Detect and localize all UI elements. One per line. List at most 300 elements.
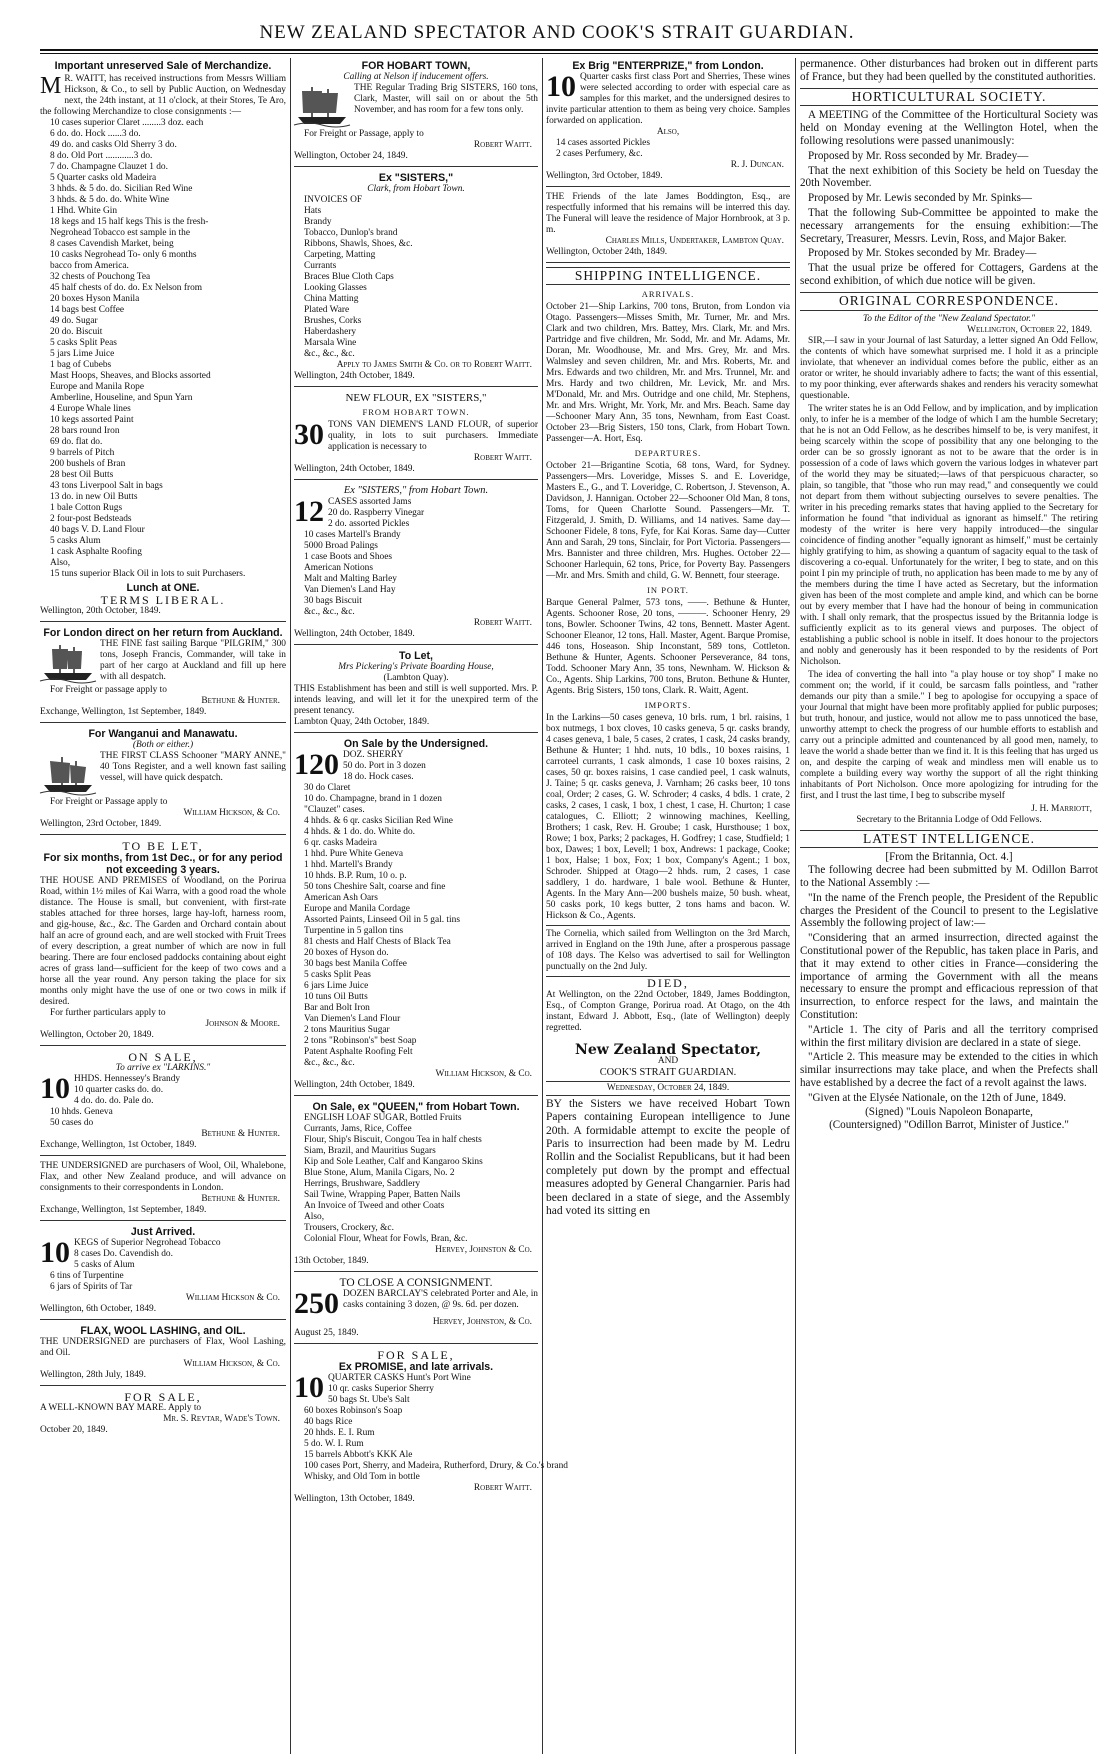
- letter-to: To the Editor of the "New Zealand Spectator.": [862, 313, 1036, 324]
- list-item: Trousers, Crockery, &c.: [304, 1223, 394, 1234]
- paragraph: Proposed by Mr. Ross seconded by Mr. Bradey—: [808, 149, 1029, 162]
- big-number: 12: [294, 495, 324, 529]
- list-item: Tobacco, Dunlop's brand: [304, 228, 398, 238]
- big-number: 250: [294, 1287, 339, 1321]
- list-item: 50 do. Port in 3 dozen: [343, 761, 426, 772]
- list-item: Braces Blue Cloth Caps: [304, 272, 394, 282]
- ship-icon: [40, 641, 96, 683]
- list-item: 7 do. Champagne Clauzet 1 do.: [50, 162, 168, 172]
- ad-body: THE Friends of the late James Boddington, Esq., are respectfully informed that his remains will be interred this day. The Funeral will leave the residence of Major Hornbrook, at 3 p. m.: [546, 192, 790, 235]
- list-item: Van Diemen's Land Flour: [304, 1014, 401, 1025]
- list-item: Patent Asphalte Roofing Felt: [304, 1047, 413, 1058]
- ad-date: Wellington, October 20, 1849.: [40, 1030, 154, 1041]
- list-item: 20 do. Raspberry Vinegar: [328, 508, 425, 519]
- ad-to-let: [40, 838, 286, 1046]
- list-item: 2 do. assorted Pickles: [328, 519, 410, 530]
- list-item: 30 do Claret: [304, 783, 351, 794]
- ad-agent: Mr. S. Revtar, Wade's Town.: [163, 1414, 280, 1425]
- ad-hobart-town: [294, 58, 538, 167]
- continued-text: permanence. Other disturbances had broken out in different parts of France, but they had been quelled by the constituted authorities.: [800, 58, 1098, 83]
- ad-date: Lambton Quay, 24th October, 1849.: [294, 717, 430, 728]
- latest-text: [800, 864, 1098, 1104]
- list-item: 1 case Boots and Shoes: [304, 552, 393, 563]
- ad-heading: For London direct on her return from Auckland.: [43, 627, 283, 640]
- paragraph: The writer states he is an Odd Fellow, and by implication, and by implication only, to infer he is a member of the lodge of which I am the humble Secretary; that he is not an Odd Fellow, as he describes himself to be, is very manifest, it being scarcely within the scope of possibility that any one belonging to the order can be so grossly ignorant as not to be aware that the order is in possession of a code of laws which govern the various lodges in whatever part of the world they may be situated;—laws of that perspicuous character, so plain, so tangible, that "those who run may read," and consequently we could not depart from them without subjecting ourselves to severe penalties. The writer in his preceding remarks states that having applied to the Secretary for information he found "that individual as ignorant as himself." The retiring modesty of the writer is here very happily introduced—the singular coincidence of finding another "equally ignorant as himself," must be certainly highly gratifying to him, as showing a quantum of sagacity equal to the task of discovering a co-equal. Unfortunately for the writer, I beg to state, and on this point I pin my principle of truth, no application has been made to me by any of the members during the time I have acted as Secretary, but the information given has been of the most complete and ample kind, and which can be borne out by every member that I have had the honour of being in communication with. I shall only remark, that the prospectus issued by the Britannia lodge is sufficiently explicit as to its general views and purposes. The object of establishing a public school is noble in itself. It does honour to the projectors and nobly and generously has it been responded to by the residents of Port Nicholson.: [800, 403, 1098, 667]
- list-item: Also,: [50, 558, 71, 568]
- ad-heading: To Let,: [399, 650, 433, 663]
- paragraph: "Considering that an armed insurrection, directed against the Constitutional power of the Republic, has taken place in Paris, and that it may extend to other cities in France—considering the importance of arming the Government with all the means necessary to ensure the prompt and efficacious repression of that insurrection, to enforce respect for the laws, and maintain the Constitution:: [800, 932, 1098, 1021]
- item-list: [294, 1113, 538, 1245]
- ad-funeral: [546, 190, 790, 263]
- list-item: Carpeting, Matting: [304, 250, 376, 260]
- letter-signature-title: Secretary to the Britannia Lodge of Odd Fellows.: [856, 814, 1042, 825]
- ad-agent: Robert Waitt.: [473, 1483, 532, 1494]
- list-item: 8 cases Do. Cavendish do.: [74, 1249, 173, 1260]
- ad-agent: Robert Waitt.: [473, 140, 532, 150]
- big-number: 10: [40, 1236, 70, 1270]
- item-list: [40, 118, 286, 580]
- list-item: 28 best Oil Butts: [50, 470, 114, 480]
- ad-body: THE HOUSE AND PREMISES of Woodland, on the Porirua Road, within 1½ miles of Kai Warra, with a good road the whole distance. The House is small, but convenient, with first-rate stables attached for three horses, large hay-loft, harness room, and gig-house, &c., &c. The Garden and Orchard contain about half an acre of ground each, and are well stocked with Fruit Trees of every description, a great number of which are now in full bearing. There are four enclosed paddocks containing about eight acres of grass land—sufficient for the keep of two cows and a horse all the year round. Any person taking the place for six months only might have the use of one or two cows in milk if desired.: [40, 876, 287, 1008]
- list-item: Currants: [304, 261, 337, 271]
- list-item: ENGLISH LOAF SUGAR, Bottled Fruits: [304, 1113, 462, 1124]
- list-item: An Invoice of Tweed and other Coats: [304, 1201, 445, 1212]
- list-item: 15 tuns superior Black Oil in lots to suit Purchasers.: [50, 569, 246, 579]
- list-item: INVOICES OF: [304, 195, 363, 205]
- latest-countersign: (Countersigned) "Odillon Barrot, Minister of Justice.": [829, 1119, 1069, 1132]
- list-item: China Matting: [304, 294, 359, 304]
- ad-body: THE UNDERSIGNED are purchasers of Wool, Oil, Whalebone, Flax, and other New Zealand produce, and will advance on consignments to their correspondents in London.: [40, 1161, 286, 1194]
- item-list: [294, 195, 538, 360]
- ad-terms: TERMS LIBERAL.: [100, 593, 226, 607]
- list-item: 2 tons "Robinson's" best Soap: [304, 1036, 417, 1047]
- ad-heading: On Sale, ex "QUEEN," from Hobart Town.: [312, 1101, 520, 1114]
- ad-heading: FOR SALE,: [124, 1390, 202, 1405]
- list-item: 10 quarter casks do. do.: [74, 1085, 164, 1096]
- list-item: Negrohead Tobacco est sample in the: [50, 228, 191, 238]
- list-item: 4 hhds. & 1 do. do. White do.: [304, 827, 416, 838]
- ad-sisters-cases: [294, 483, 538, 645]
- ad-agent: Bethune & Hunter.: [201, 696, 280, 707]
- big-number: 10: [546, 70, 576, 103]
- list-item: 6 do. do. Hock ......3 do.: [50, 129, 141, 139]
- list-item: DOZ. SHERRY: [343, 750, 404, 761]
- list-item: 1 bag of Cubebs: [50, 360, 112, 370]
- list-item: 50 bags St. Ube's Salt: [328, 1395, 410, 1406]
- ad-heading: Ex Brig "ENTERPRIZE," from London.: [572, 60, 764, 72]
- ad-body: THE UNDERSIGNED are purchasers of Flax, Wool Lashing, and Oil.: [40, 1337, 286, 1359]
- horticultural-text: [800, 109, 1098, 287]
- paragraph: "Given at the Elysée Nationale, on the 12th of June, 1849.: [808, 1091, 1067, 1104]
- paragraph: Proposed by Mr. Lewis seconded by Mr. Spinks—: [808, 192, 1033, 205]
- ad-body: A WELL-KNOWN BAY MARE. Apply to: [40, 1403, 202, 1414]
- ad-queen: [294, 1099, 538, 1272]
- big-number: 30: [294, 418, 324, 452]
- list-item: 60 boxes Robinson's Soap: [304, 1406, 403, 1417]
- item-list: [40, 1074, 286, 1129]
- ad-agent: William Hickson & Co.: [185, 1293, 280, 1304]
- list-item: 10 tuns Oil Butts: [304, 992, 368, 1003]
- letter-text: [800, 336, 1098, 802]
- column-4: [800, 58, 1098, 1754]
- ad-undersigned-sale: [294, 736, 538, 1096]
- ad-heading: NEW FLOUR, EX "SISTERS,": [345, 392, 487, 404]
- masthead: [0, 0, 1114, 52]
- list-item: 4 Europe Whale lines: [50, 404, 131, 414]
- ad-agent: Bethune & Hunter.: [201, 1194, 280, 1205]
- ad-heading: FLAX, WOOL LASHING, and OIL.: [80, 1325, 246, 1338]
- sub-heading: DEPARTURES.: [634, 448, 702, 459]
- list-item: 6 jars Lime Juice: [304, 981, 369, 992]
- ad-subheading: (Both or either.): [132, 740, 194, 751]
- list-item: 81 chests and Half Chests of Black Tea: [304, 937, 451, 948]
- list-item: 14 cases assorted Pickles: [556, 138, 650, 148]
- list-item: Hats: [304, 206, 322, 216]
- masthead-rule: [40, 49, 1098, 54]
- list-item: Whisky, and Old Tom in bottle: [304, 1472, 420, 1483]
- list-item: 4 do. do. do. Pale do.: [74, 1096, 154, 1107]
- list-item: 5 Quarter casks old Madeira: [50, 173, 157, 183]
- list-item: Malt and Malting Barley: [304, 574, 397, 585]
- ad-apply: Apply to James Smith & Co. or to Robert Waitt.: [336, 360, 532, 370]
- list-item: Brushes, Corks: [304, 316, 362, 326]
- ad-promise: [294, 1347, 568, 1509]
- list-item: 13 do. in new Oil Butts: [50, 492, 138, 502]
- ad-new-flour: [294, 390, 538, 480]
- ad-date: Wellington, 3rd October, 1849.: [546, 171, 663, 181]
- list-item: Flour, Ship's Biscuit, Congou Tea in half chests: [304, 1135, 482, 1146]
- died-heading: DIED,: [546, 976, 790, 989]
- list-item: 8 cases Cavendish Market, being: [50, 239, 174, 249]
- list-item: 18 kegs and 15 half kegs This is the fresh-: [50, 217, 209, 227]
- ad-agent: Robert Waitt.: [473, 453, 532, 464]
- list-item: 2 tons Mauritius Sugar: [304, 1025, 390, 1036]
- list-item: 1 hhd. Pure White Geneva: [304, 849, 404, 860]
- list-item: 20 boxes Hyson Manila: [50, 294, 140, 304]
- list-item: 10 cases superior Claret ........3 doz. each: [50, 118, 204, 128]
- item-list: [294, 497, 538, 618]
- latest-source: [From the Britannia, Oct. 4.]: [885, 851, 1013, 864]
- ad-body: THIS Establishment has been and still is well supported. Mrs. P. intends leaving, and will let it for the unexpired term of the present tenancy.: [294, 684, 538, 717]
- ad-heading: FOR SALE,: [377, 1348, 455, 1363]
- paper-subtitle: COOK'S STRAIT GUARDIAN.: [599, 1066, 737, 1078]
- ad-also: Also,: [656, 127, 680, 137]
- list-item: 30 bags Biscuit: [304, 596, 362, 607]
- list-item: 5 casks Split Peas: [50, 338, 117, 348]
- list-item: Sail Twine, Wrapping Paper, Batten Nails: [304, 1190, 461, 1201]
- ad-merchandize-sale: [40, 58, 286, 622]
- list-item: 32 chests of Pouchong Tea: [50, 272, 151, 282]
- ad-date: 13th October, 1849.: [294, 1256, 369, 1267]
- list-item: Van Diemen's Land Hay: [304, 585, 396, 596]
- ad-body: Quarter casks first class Port and Sherries, These wines were selected according to order with especial care as samples for this market, and the undersigned desires to invite particular attention to them as being very choice. Samples forwarded on application.: [546, 72, 790, 126]
- ad-subheading: Calling at Nelson if inducement offers.: [343, 72, 489, 82]
- ad-heading: Just Arrived.: [130, 1226, 196, 1239]
- list-item: Kip and Sole Leather, Calf and Kangaroo Skins: [304, 1157, 483, 1168]
- list-item: 45 half chests of do. do. Ex Nelson from: [50, 283, 203, 293]
- paragraph: That the following Sub-Committee be appointed to make the necessary arrangements for the ensuing exhibition:—The Secretary, Treasurer, Messrs. Levin, Ross, and Major Baker.: [800, 206, 1098, 245]
- list-item: Also,: [304, 1212, 325, 1223]
- ad-subheading: For six months, from 1st Dec., or for any period not exceeding 3 years.: [43, 852, 283, 877]
- list-item: 6 qr. casks Madeira: [304, 838, 377, 849]
- list-item: 10 hhds. B.P. Rum, 10 o. p.: [304, 871, 407, 882]
- big-number: 120: [294, 748, 339, 782]
- ad-date: Wellington, 24th October, 1849.: [294, 1080, 415, 1091]
- list-item: 15 barrels Abbott's KKK Ale: [304, 1450, 413, 1461]
- list-item: 50 cases do: [50, 1118, 94, 1129]
- list-item: 14 bags best Coffee: [50, 305, 125, 315]
- ad-agent: Charles Mills, Undertaker, Lambton Quay.: [605, 236, 784, 246]
- ad-date: Wellington, 23rd October, 1849.: [40, 819, 162, 830]
- list-item: 28 bars round Iron: [50, 426, 120, 436]
- column-2: [294, 58, 568, 1754]
- ad-freight: For Freight or Passage, apply to: [304, 129, 424, 139]
- list-item: Siam, Brazil, and Mauritius Sugars: [304, 1146, 436, 1157]
- ad-agent: Hervey, Johnston, & Co.: [432, 1317, 532, 1328]
- list-item: Ribbons, Shawls, Shoes, &c.: [304, 239, 413, 249]
- list-item: 5 casks of Alum: [74, 1260, 135, 1271]
- drop-cap: M: [40, 73, 62, 99]
- ad-heading: Ex "SISTERS,": [378, 172, 454, 184]
- list-item: 10 qr. casks Superior Sherry: [328, 1384, 434, 1395]
- column-divider: [795, 58, 796, 1754]
- list-item: &c., &c., &c.: [304, 349, 355, 359]
- sub-heading: ARRIVALS.: [641, 289, 695, 300]
- ad-body: TONS VAN DIEMEN'S LAND FLOUR, of superior quality, in lots to suit purchasers. Immediate application is necessary to: [328, 420, 538, 453]
- list-item: 1 hhd. Martell's Brandy: [304, 860, 393, 871]
- ad-heading: FOR HOBART TOWN,: [361, 60, 471, 72]
- ad-date: Wellington, 24th October, 1849.: [294, 371, 415, 381]
- list-item: American Ash Oars: [304, 893, 378, 904]
- paragraph: The idea of converting the hall into "a play house or toy shop" I make no comment on; the world, if it could, be sarcasm falls pointless, and "rather demands our pity than a smile." I beg to apologise for occupying a space of your Journal that might have been more profitably applied for public purposes; but truth, honour, and justice, would not allow me to pass unnoticed the base, unworthy attempt to check the progress of our humble efforts to establish and carry out a principle admitted and countenanced by all good men, namely, to leave the world a shade better than we find it. It is this feeling that has urged us on, and despite the carping of weak and mindless men will enable us to complete a building every way worthy the support of all the right thinking inhabitants of Port Nicholson. Once more apologizing for intruding for the first, and I trust the last time, I beg to subscribe myself: [800, 669, 1098, 801]
- ad-body: THE Regular Trading Brig SISTERS, 160 tons, Clark, Master, will sail on or about the 5th November, and has room for a few tons only.: [354, 83, 538, 115]
- ad-body: THE FIRST CLASS Schooner "MARY ANNE," 40 Tons Register, and a well known fast sailing vessel, will have quick despatch.: [100, 751, 286, 784]
- list-item: 10 kegs assorted Paint: [50, 415, 134, 425]
- list-item: Europe and Manila Rope: [50, 382, 144, 392]
- list-item: 2 cases Perfumery, &c.: [556, 149, 643, 159]
- ad-date: Wellington, 28th July, 1849.: [40, 1370, 146, 1381]
- list-item: Amberline, Houseline, and Spun Yarn: [50, 393, 193, 403]
- list-item: 40 bags V. D. Land Flour: [50, 525, 145, 535]
- list-item: 69 do. flat do.: [50, 437, 103, 447]
- list-item: bacco from America.: [50, 261, 129, 271]
- ad-body: DOZEN BARCLAY'S celebrated Porter and Ale, in casks containing 3 dozen, @ 9s. 6d. per dozen.: [343, 1289, 538, 1311]
- ad-subheading: Ex PROMISE, and late arrivals.: [338, 1361, 494, 1374]
- ad-date: Exchange, Wellington, 1st September, 1849.: [40, 1205, 207, 1216]
- list-item: 1 cask Asphalte Roofing: [50, 547, 142, 557]
- list-item: 40 bags Rice: [304, 1417, 353, 1428]
- list-item: 1 Hhd. White Gin: [50, 206, 118, 216]
- list-item: 5 casks Split Peas: [304, 970, 371, 981]
- list-item: &c., &c., &c.: [304, 607, 355, 618]
- ad-agent: William Hickson, & Co.: [435, 1069, 532, 1080]
- list-item: 200 bushels of Bran: [50, 459, 126, 469]
- ad-agent: Robert Waitt.: [473, 618, 532, 629]
- sub-heading: IMPORTS.: [644, 700, 692, 711]
- ad-freight: For Freight or passage apply to: [50, 685, 167, 696]
- lead-article: BY the Sisters we have received Hobart Town Papers containing European intelligence to June 20th. A formidable attempt to excite the people of Paris to insurrection had been made by M. Ledru Rollin and the Socialist Republicans, but it had been completely put down by the prompt and effectual measures adopted by General Changarnier. Paris had been declared in a state of siege, and the Assembly had voted its sitting en: [546, 1097, 790, 1217]
- ad-subheading: FROM HOBART TOWN.: [362, 407, 470, 418]
- list-item: 30 bags best Manila Coffee: [304, 959, 407, 970]
- list-item: Marsala Wine: [304, 338, 357, 348]
- ad-body: THE FINE fast sailing Barque "PILGRIM," 300 tons, Joseph Francis, Commander, will take in part of her cargo at Auckland and fill up here with all despatch.: [100, 639, 286, 683]
- list-item: CASES assorted Jams: [328, 497, 412, 508]
- paragraph: The following decree had been submitted by M. Odillon Barrot to the National Assembly :—: [800, 864, 1098, 889]
- ad-larkins: [40, 1049, 286, 1156]
- list-item: 3 hhds. & 5 do. do. Sicilian Red Wine: [50, 184, 193, 194]
- ad-heading: TO BE LET,: [122, 839, 204, 854]
- ad-date: Wellington, 24th October, 1849.: [294, 629, 415, 640]
- list-item: Blue Stone, Alum, Manila Cigars, No. 2: [304, 1168, 455, 1179]
- big-number: 10: [294, 1371, 324, 1405]
- ad-agent: Bethune & Hunter.: [201, 1129, 280, 1140]
- died-text: At Wellington, on the 22nd October, 1849, James Boddington, Esq., of Compton Grange, Porirua road. At Otago, on the 4th instant, Edward J. Abbott, Esq., (late of Wellington) deeply regretted.: [546, 989, 790, 1033]
- section-heading: ORIGINAL CORRESPONDENCE.: [800, 292, 1098, 311]
- ad-lunch: Lunch at ONE.: [126, 582, 200, 594]
- ship-icon: [40, 753, 96, 795]
- ad-heading: For Wanganui and Manawatu.: [88, 728, 238, 741]
- ad-ex-sisters: [294, 170, 538, 387]
- ad-freight: For Freight or Passage apply to: [50, 797, 168, 808]
- item-list: [294, 1373, 568, 1483]
- list-item: 20 boxes of Hyson do.: [304, 948, 389, 959]
- list-item: 49 do. Sugar: [50, 316, 98, 326]
- list-item: 2 four-post Bedsteads: [50, 514, 132, 524]
- list-item: KEGS of Superior Negrohead Tobacco: [74, 1238, 221, 1249]
- ad-mary-anne: [40, 726, 286, 835]
- list-item: Colonial Flour, Wheat for Fowls, Bran, &c.: [304, 1234, 468, 1245]
- paragraph: That the usual prize be offered for Cottagers, Gardens at the second exhibition, of which due notice will be given.: [800, 262, 1098, 287]
- ad-pilgrim: [40, 625, 286, 723]
- paragraph: "In the name of the French people, the President of the Republic charges the President of the Council to present to the Legislative Assembly the following project of law:—: [800, 891, 1098, 930]
- ad-subheading: Clark, from Hobart Town.: [367, 184, 465, 194]
- list-item: 5 do. W. I. Rum: [304, 1439, 364, 1450]
- section-heading: SHIPPING INTELLIGENCE.: [546, 267, 790, 285]
- ad-heading: TO CLOSE A CONSIGNMENT.: [339, 1277, 493, 1290]
- list-item: 20 do. Biscuit: [50, 327, 103, 337]
- ad-heading: ON SALE,: [128, 1050, 198, 1065]
- letter-signature: J. H. Marriott,: [1031, 803, 1092, 814]
- big-number: 10: [40, 1072, 70, 1106]
- list-item: Europe and Manila Cordage: [304, 904, 410, 915]
- ad-date: Wellington, 13th October, 1849.: [294, 1494, 415, 1505]
- list-item: Turpentine in 5 gallon tins: [304, 926, 404, 937]
- list-item: 10 cases Martell's Brandy: [304, 530, 401, 541]
- item-list: [294, 750, 538, 1069]
- ad-date: Wellington, October 24, 1849.: [294, 151, 408, 161]
- ad-agent: R. J. Duncan.: [730, 160, 784, 170]
- paper-date: Wednesday, October 24, 1849.: [546, 1081, 790, 1096]
- ad-date: Wellington, October 24th, 1849.: [546, 247, 668, 257]
- ad-agent: Johnson & Moore.: [205, 1019, 280, 1030]
- list-item: Bar and Bolt Iron: [304, 1003, 370, 1014]
- imports-text: In the Larkins—50 cases geneva, 10 brls. rum, 1 brl. raisins, 1 box nutmegs, 1 box cloves, 10 casks geneva, 5 qr. casks brandy, 4 cases geneva, 1 bale, 5 cases, 2 crates, 1 cask, 24 casks brandy, Bethune & Hunter; 1 hhd. nuts, 10 bdls., 10 boxes raisins, 1 carroteel currants, 1 cask almonds, 1 case 10 boxes raisins, 2 cases, 50 qr. boxes raisins, 1 case candied peel, 1 cask walnuts, J. Taine; 5 qr. casks geneva, J. Varnham; 26 casks beer, 10 tons coal, Order; 2 cases, G. W. Schroder; 4 casks, 4 bdls. 1 crate, 2 casks, 2 cases, 1 cask, 1 box, 1 chest, 1 case, H. Churton; 1 case catalogues, C. Elliott; 2 winnowing machines, Keelling, Brothers; 1 cask, Rev. H. Groube; 1 cask, Hursthouse; 1 box, Rowe; 1 box, Parks; 2 packages, H. Godfrey; 1 case, Studfield; 1 box, Dawes; 1 box, Levell; 1 box, Andrews: 1 package, Cooke; 1 box, Halse; 1 box, Fox; 1 box, Company's Agent.; 1 box, Schroder. Shipped at Otago—2 hhds. rum, 2 cases, 1 case saddlery, 1 do. hardware, 1 bale wool. Bethune & Hunter, Agents. In the Mary Ann—200 bushels maize, 50 bush. wheat, 50 casks pork, 10 kegs butter, 2 tons hams and bacon. W. Hickson & Co., Agents.: [546, 713, 790, 922]
- ship-icon: [294, 85, 350, 127]
- list-item: Looking Glasses: [304, 283, 367, 293]
- section-heading: HORTICULTURAL SOCIETY.: [800, 88, 1098, 107]
- paragraph: A MEETING of the Committee of the Horticultural Society was held on Monday evening at the Wellington Hotel, when the following resolutions were passed unanimously:: [800, 109, 1098, 147]
- ad-agent: William Hickson, & Co.: [183, 808, 280, 819]
- list-item: Mast Hoops, Sheaves, and Blocks assorted: [50, 371, 211, 381]
- paragraph: "Article 2. This measure may be extended to the cities in which similar insurrections may take place, and when the Prefects shall have established by a decree the fact of a revolt against the laws.: [800, 1051, 1098, 1089]
- paragraph: SIR,—I saw in your Journal of last Saturday, a letter signed An Odd Fellow, the contents of which have somewhat surprised me. I hold it as a principle inviolate, that whenever an individual comes before the public, either as an orator or writer, he should invariably adhere to facts; the want of this essential, to my poor thinking, ever afterwards shakes and renders his veracity somewhat questionable.: [800, 335, 1098, 401]
- list-item: HHDS. Hennessey's Brandy: [74, 1074, 181, 1085]
- newspaper-title: NEW ZEALAND SPECTATOR AND COOK'S STRAIT GUARDIAN.: [259, 22, 855, 43]
- ad-agent: William Hickson, & Co.: [183, 1359, 280, 1370]
- ad-date: Exchange, Wellington, 1st September, 1849.: [40, 707, 207, 718]
- list-item: 50 tons Cheshire Salt, coarse and fine: [304, 882, 446, 893]
- ad-subheading: To arrive ex "LARKINS.": [115, 1063, 211, 1074]
- paper-title: New Zealand Spectator,: [575, 1041, 761, 1058]
- ad-enterprize: [546, 58, 790, 187]
- list-item: Assorted Paints, Linseed Oil in 5 gal. tins: [304, 915, 460, 926]
- list-item: QUARTER CASKS Hunt's Port Wine: [328, 1373, 471, 1384]
- list-item: 3 hhds. & 5 do. do. White Wine: [50, 195, 170, 205]
- paper-and: AND: [657, 1055, 679, 1066]
- list-item: 5000 Broad Palings: [304, 541, 378, 552]
- list-item: 5 jars Lime Juice: [50, 349, 115, 359]
- letter-date: Wellington, October 22, 1849.: [967, 324, 1092, 335]
- list-item: 4 hhds. & 6 qr. casks Sicilian Red Wine: [304, 816, 453, 827]
- list-item: 18 do. Hock cases.: [343, 772, 414, 783]
- ad-heading: On Sale by the Undersigned.: [343, 738, 489, 751]
- column-divider: [542, 58, 543, 1754]
- paragraph: That the next exhibition of this Society be held on Tuesday the 20th November.: [800, 164, 1098, 190]
- list-item: American Notions: [304, 563, 373, 574]
- column-divider: [290, 58, 291, 1754]
- sub-heading: IN PORT.: [647, 585, 689, 596]
- ad-wool-purchasers: [40, 1159, 286, 1221]
- list-item: 43 tons Liverpool Salt in bags: [50, 481, 163, 491]
- ad-date: Exchange, Wellington, 1st October, 1849.: [40, 1140, 197, 1151]
- ad-date: October 20, 1849.: [40, 1425, 108, 1436]
- list-item: 49 do. and casks Old Sherry 3 do.: [50, 140, 177, 150]
- list-item: 20 hhds. E. I. Rum: [304, 1428, 375, 1439]
- column-1: [40, 58, 286, 1754]
- list-item: &c., &c., &c.: [304, 1058, 355, 1069]
- ad-boarding-house: [294, 648, 538, 733]
- ad-date: Wellington, 20th October, 1849.: [40, 606, 161, 617]
- ad-date: August 25, 1849.: [294, 1328, 359, 1339]
- ad-subheading-2: (Lambton Quay).: [383, 673, 449, 684]
- ad-bay-mare: [40, 1389, 286, 1440]
- arrivals-text: October 21—Ship Larkins, 700 tons, Bruton, from London via Otago. Passengers—Misses Smith, Mr. Turner, Mr. and Mrs. Clark and two children, Mrs. Battey, Mrs. Clark, Mr. and Mrs. Partridge and five children, Mr. Sodd, Mr. and Mr. Adams, Mr. Doran, Mr. Woodhouse, Mr. and Mrs. Grey, Mr. and Mrs. Walmsley and seven children, Mr. and Mrs. Roberts, Mr. and Mrs. Edwards and two children, Mr. and Mrs. Trunnel, Mr. and Mrs. Hardy and two children, Mr. Levick, Mr. and Mrs. M'Donald, Mr. and Mrs. Outridge and one child, Mr. Stephens, Mr. and Mrs. Wright, Mr. York, Mr. and Mrs. Beach. Same day—Schooner Mary Ann, 35 tons, Newnham, from East Coast. October 23—Brig Sisters, 150 tons, Clark, from Hobart Town. Passenger—A. Hort, Esq.: [546, 302, 790, 445]
- ad-subheading: Mrs Pickering's Private Boarding House,: [338, 662, 494, 673]
- ad-agent: Hervey, Johnston & Co.: [435, 1245, 532, 1256]
- departures-text: October 21—Brigantine Scotia, 68 tons, Ward, for Sydney. Passengers—Mrs. Loveridge, Misses S. and E. Loveridge, Masters E., G., and T. Loveridge, C. Robertson, J. Stevenson, A. Davidson, J. Hannigan. October 22—Schooner Old Man, 8 tons, Toms, for Queen Charlotte Sound. Passengers—Mr. T. Fitzgerald, J. Smith, D. Williams, and 14 natives. Same day—Schooner Fidele, 8 tons, Fyfe, for Kai Koras. Same day—Cutter Ann and Sarah, 29 tons, Sinclair, for Port Victoria. Passengers—Mrs. Bannister and three children, Mrs. Hughes. October 22—Schooner Harlequin, 62 tons, Price, for Poverty Bay. Passengers—Mr. and Mrs. Smith and child, G. W. Bennett, four steerage.: [546, 461, 790, 582]
- list-item: 9 barrels of Pitch: [50, 448, 115, 458]
- list-item: 6 jars of Spirits of Tar: [50, 1282, 133, 1293]
- item-list: [546, 138, 790, 160]
- list-item: 10 casks Negrohead To- only 6 months: [50, 250, 197, 260]
- paragraph: Proposed by Mr. Stokes seconded by Mr. Bradey—: [808, 247, 1037, 260]
- list-item: "Clauzet" cases.: [304, 805, 365, 816]
- list-item: Currants, Jams, Rice, Coffee: [304, 1124, 412, 1135]
- list-item: 10 hhds. Geneva: [50, 1107, 113, 1118]
- ad-date: Wellington, 6th October, 1849.: [40, 1304, 157, 1315]
- section-heading: LATEST INTELLIGENCE.: [800, 830, 1098, 849]
- ad-apply: For further particulars apply to: [50, 1008, 166, 1019]
- list-item: Haberdashery: [304, 327, 357, 337]
- ad-heading: Ex "SISTERS," from Hobart Town.: [343, 485, 489, 497]
- list-item: Brandy: [304, 217, 332, 227]
- latest-signature: (Signed) "Louis Napoleon Bonaparte,: [865, 1106, 1033, 1119]
- list-item: 100 cases Port, Sherry, and Madeira, Rutherford, Drury, & Co.'s brand: [304, 1461, 568, 1472]
- list-item: 5 casks Alum: [50, 536, 101, 546]
- list-item: 10 do. Champagne, brand in 1 dozen: [304, 794, 442, 805]
- ad-consignment: [294, 1275, 538, 1344]
- ad-just-arrived: [40, 1224, 286, 1320]
